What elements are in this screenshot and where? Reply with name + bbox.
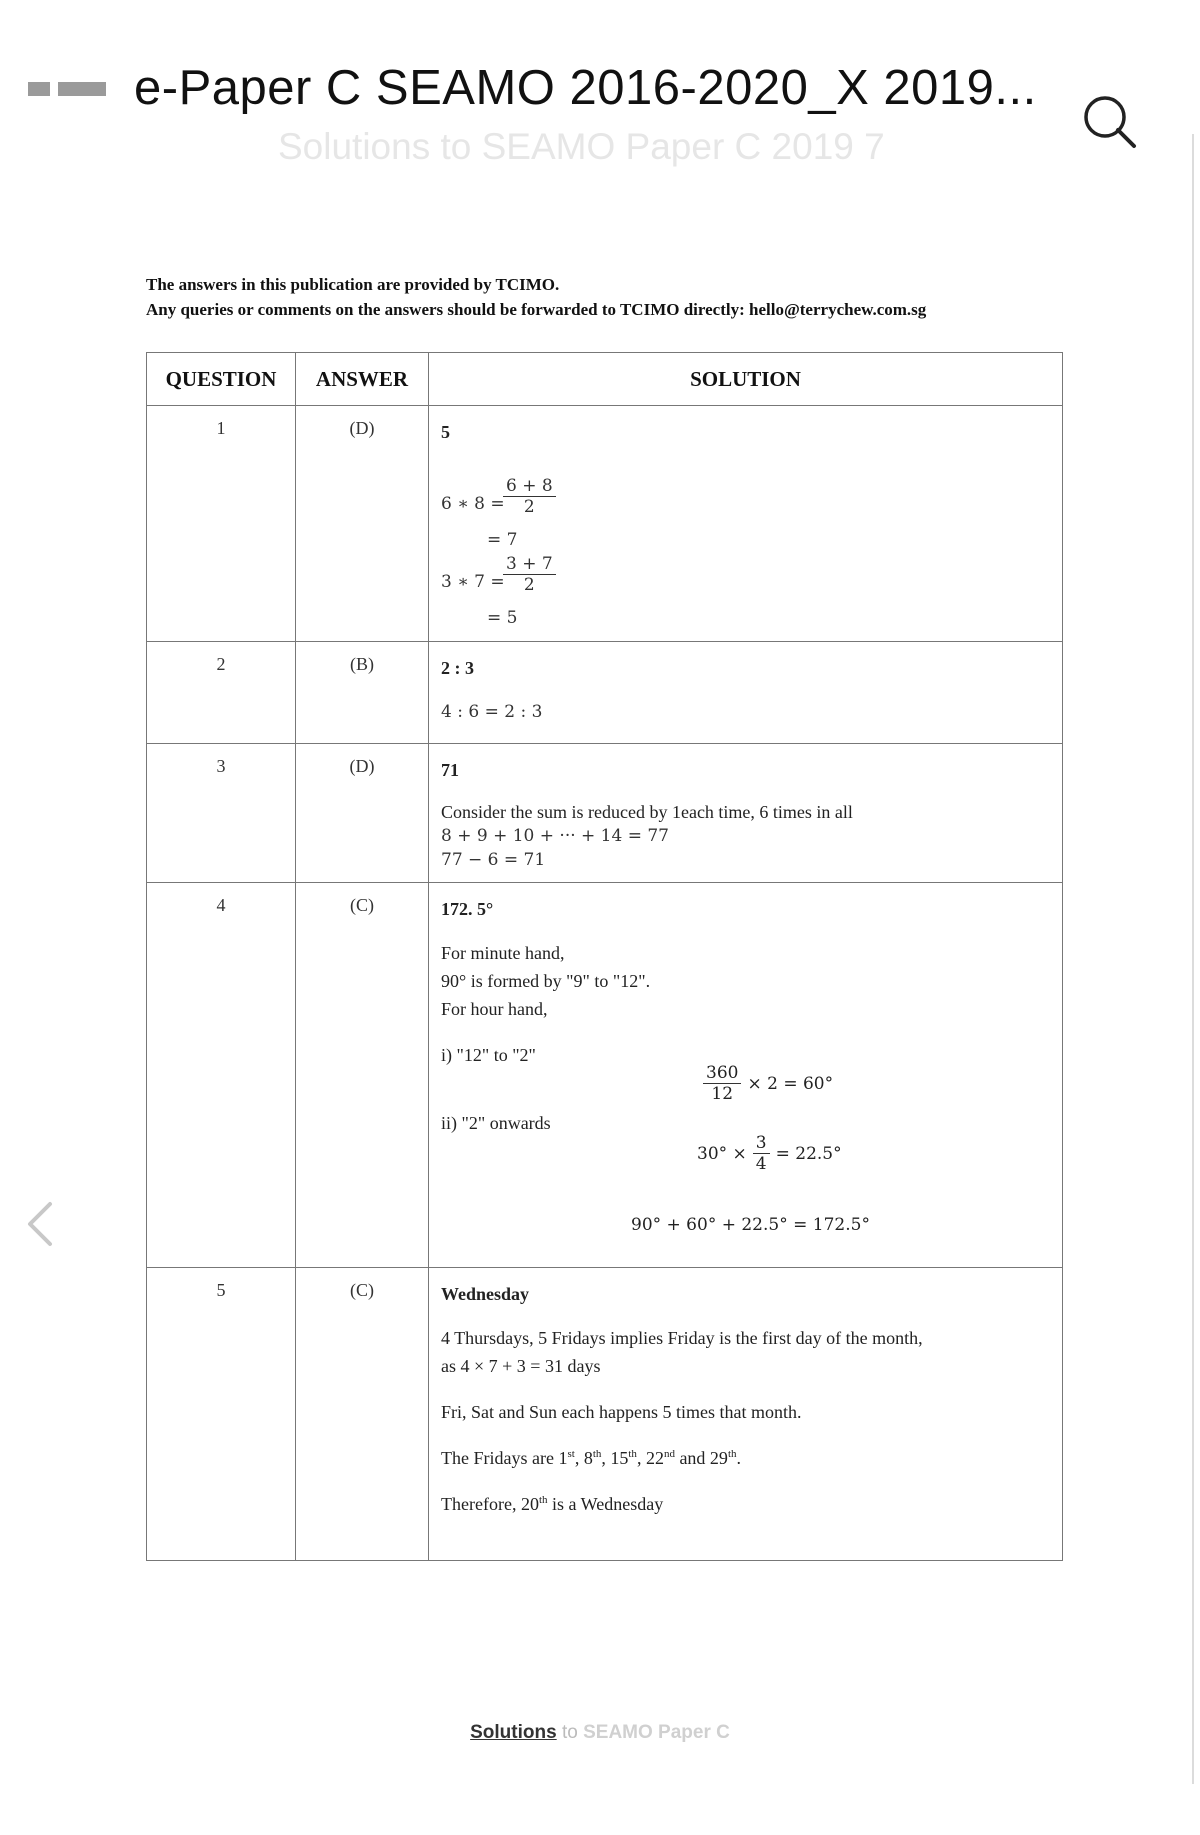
table-header-row — [147, 353, 1063, 406]
equation-result: = 7 — [487, 530, 518, 550]
header-answer: ANSWER — [296, 353, 429, 406]
table-row — [147, 883, 1063, 1268]
notice-line-1: The answers in this publication are provided by TCIMO. — [146, 275, 560, 294]
page-footer — [0, 1722, 1200, 1744]
working-line: as 4 × 7 + 3 = 31 days — [441, 1356, 601, 1376]
answer-choice: (B) — [296, 642, 429, 744]
solution-cell — [429, 642, 1063, 744]
notice — [146, 272, 1066, 322]
chevron-left-icon[interactable] — [22, 1198, 58, 1250]
document-title: e-Paper C SEAMO 2016-2020_X 2019... — [134, 61, 1037, 115]
table-row — [147, 642, 1063, 744]
final-answer: 2 : 3 — [441, 658, 474, 678]
working-line: Consider the sum is reduced by 1each time, 6 times in all — [441, 802, 853, 822]
notice-line-2: Any queries or comments on the answers should be forwarded to TCIMO directly: hello@terrychew.com.sg — [146, 300, 927, 319]
solution-cell — [429, 406, 1063, 642]
working-line: Fri, Sat and Sun each happens 5 times that month. — [441, 1402, 802, 1422]
footer-part-2: to — [561, 1722, 578, 1743]
footer-part-3: SEAMO Paper C — [583, 1722, 730, 1743]
final-answer: 5 — [441, 422, 450, 442]
scrollbar[interactable] — [1192, 134, 1194, 1784]
question-number: 2 — [147, 642, 296, 744]
equation: $\frac{360}{12}$ × 2 = 60° — [703, 1063, 833, 1104]
step-label: i) "12" to "2" — [441, 1045, 536, 1065]
working-line: 90° is formed by "9" to "12". — [441, 971, 651, 991]
table-row — [147, 406, 1063, 642]
equation: 6 ∗ 8 = $\frac{6 + 8}{2}$ — [441, 474, 1050, 526]
equation: 3 ∗ 7 = $\frac{3 + 7}{2}$ — [441, 552, 1050, 604]
equation-total: 90° + 60° + 22.5° = 172.5° — [631, 1215, 870, 1235]
working-line: The Fridays are 1st, 8th, 15th, 22nd and 29th. — [441, 1448, 741, 1468]
solution-cell — [429, 744, 1063, 883]
question-number: 3 — [147, 744, 296, 883]
footer-part-1: Solutions — [470, 1722, 557, 1743]
table-row — [147, 1268, 1063, 1561]
header-question: QUESTION — [147, 353, 296, 406]
answer-choice: (C) — [296, 883, 429, 1268]
step-label: ii) "2" onwards — [441, 1113, 551, 1133]
header-solution: SOLUTION — [429, 353, 1063, 406]
working-line: 77 − 6 = 71 — [441, 850, 546, 870]
equation: 30° × $\frac{3}{4}$ = 22.5° — [697, 1133, 842, 1174]
solution-cell — [429, 1268, 1063, 1561]
working-line: 8 + 9 + 10 + ··· + 14 = 77 — [441, 826, 669, 846]
final-answer: 71 — [441, 760, 459, 780]
working-line: For hour hand, — [441, 999, 548, 1019]
working-line: For minute hand, — [441, 943, 565, 963]
table-row — [147, 744, 1063, 883]
solution-cell — [429, 883, 1063, 1268]
answer-choice: (D) — [296, 744, 429, 883]
answer-choice: (C) — [296, 1268, 429, 1561]
working-line: Therefore, 20th is a Wednesday — [441, 1494, 664, 1514]
clock-working — [441, 1041, 1050, 1257]
document-subtitle: Solutions to SEAMO Paper C 2019 7 — [278, 126, 885, 167]
question-number: 1 — [147, 406, 296, 642]
final-answer: 172. 5° — [441, 899, 494, 919]
solutions-table — [146, 352, 1063, 1561]
question-number: 4 — [147, 883, 296, 1268]
final-answer: Wednesday — [441, 1284, 530, 1304]
question-number: 5 — [147, 1268, 296, 1561]
answer-choice: (D) — [296, 406, 429, 642]
working-line: 4 Thursdays, 5 Fridays implies Friday is the first day of the month, — [441, 1328, 923, 1348]
working: 4 : 6 = 2 : 3 — [441, 702, 543, 722]
menu-icon[interactable] — [28, 82, 106, 96]
equation-result: = 5 — [487, 608, 518, 628]
search-icon[interactable] — [1080, 92, 1140, 152]
